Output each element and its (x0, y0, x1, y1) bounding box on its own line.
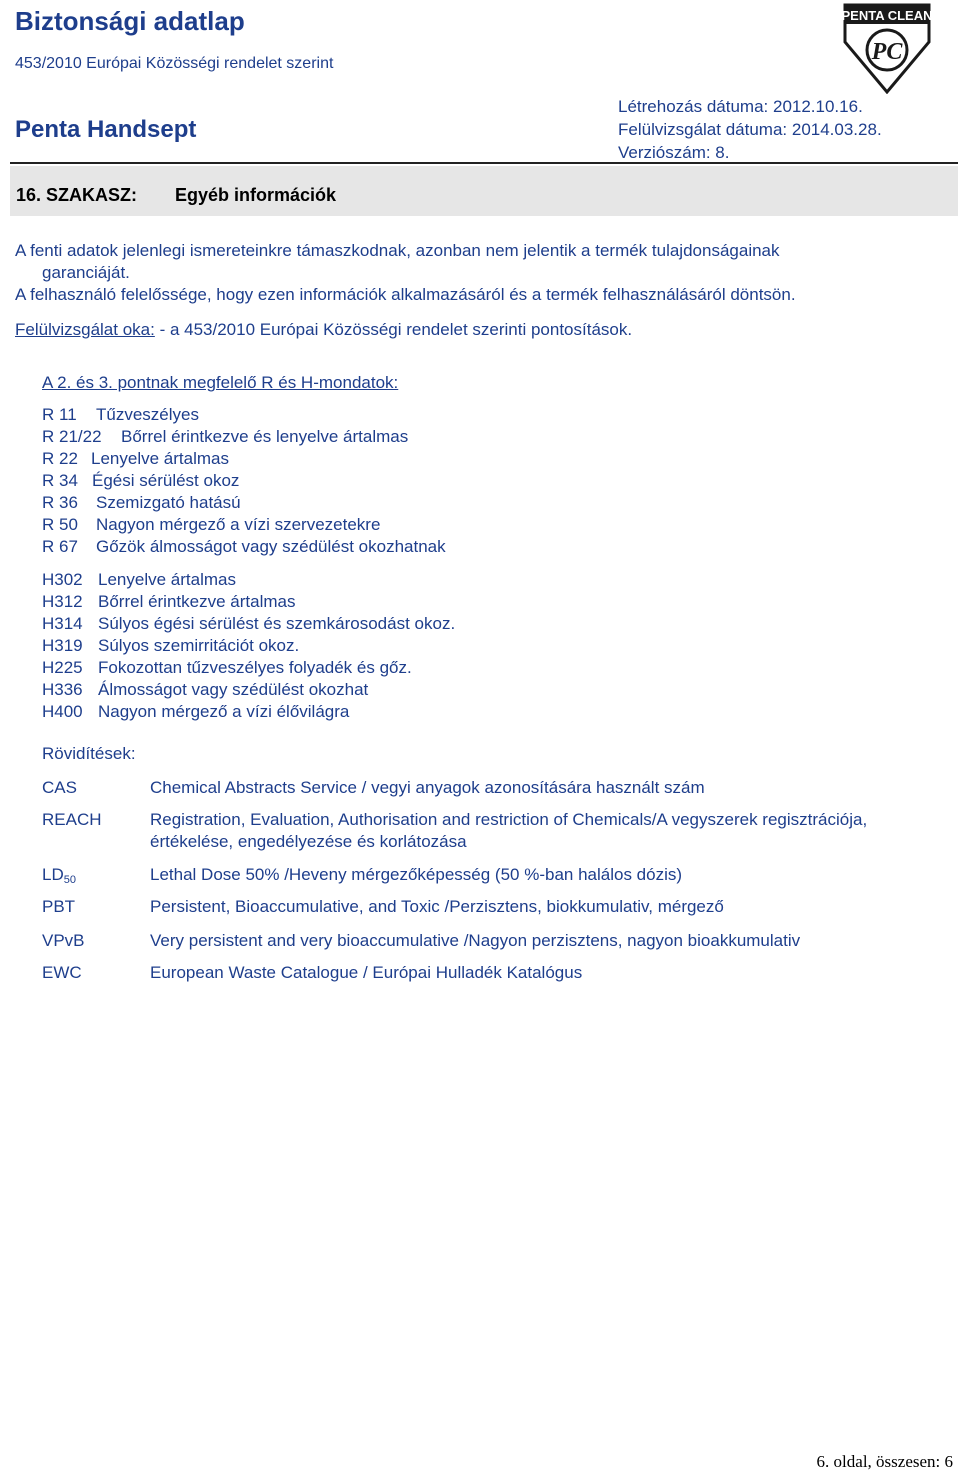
abbr-desc-cont: értékelése, engedélyezése és korlátozása (150, 832, 467, 851)
r-phrase-code: R 21/22 (42, 427, 102, 446)
r-phrase-code: R 22 (42, 449, 78, 468)
h-phrase-item (42, 570, 236, 590)
body-line-1: A fenti adatok jelenlegi ismereteinkre támaszkodnak, azonban nem jelentik a termék tulajdonságainak (15, 241, 780, 260)
created-date: Létrehozás dátuma: 2012.10.16. (618, 97, 863, 116)
r-phrase-code: R 50 (42, 515, 78, 534)
h-phrase-code: H302 (42, 570, 83, 589)
r-phrase-item (42, 427, 408, 447)
h-phrase-code: H319 (42, 636, 83, 655)
h-phrase-item (42, 680, 368, 700)
h-phrase-code: H400 (42, 702, 83, 721)
header-rule (10, 162, 958, 164)
h-phrase-item (42, 636, 299, 656)
h-phrase-item (42, 658, 412, 678)
r-phrase-code: R 11 (42, 405, 77, 424)
r-phrase-text: Gőzök álmosságot vagy szédülést okozhatnak (96, 537, 446, 556)
body-line-2: garanciáját. (42, 263, 130, 282)
section-heading-bar (10, 166, 958, 216)
r-phrase-text: Égési sérülést okoz (92, 471, 240, 490)
product-name: Penta Handsept (15, 116, 197, 143)
abbr-code-sub: 50 (63, 874, 76, 886)
revised-date: Felülvizsgálat dátuma: 2014.03.28. (618, 120, 882, 139)
r-phrase-item (42, 493, 241, 513)
section-number: 16. SZAKASZ: (16, 185, 138, 205)
page-number: 6. oldal, összesen: 6 (816, 1452, 953, 1471)
h-phrase-code: H336 (42, 680, 83, 699)
h-phrase-code: H314 (42, 614, 83, 633)
r-phrase-code: R 67 (42, 537, 78, 556)
r-phrase-text: Nagyon mérgező a vízi szervezetekre (96, 515, 381, 534)
r-phrase-text: Szemizgató hatású (96, 493, 241, 512)
r-phrase-text: Lenyelve ártalmas (91, 449, 229, 468)
r-phrase-text: Tűzveszélyes (96, 405, 199, 424)
h-phrase-code: H312 (42, 592, 83, 611)
review-text: - a 453/2010 Európai Közösségi rendelet szerinti pontosítások. (154, 320, 633, 339)
r-phrase-item (42, 449, 229, 469)
h-phrase-item (42, 702, 349, 722)
abbr-desc: Registration, Evaluation, Authorisation and restriction of Chemicals/A vegyszerek regisztrációja, (150, 810, 868, 829)
abbr-code: EWC (42, 963, 82, 982)
abbr-code: VPvB (42, 931, 85, 950)
r-phrase-item (42, 537, 446, 557)
r-phrase-item (42, 471, 239, 491)
section-title: Egyéb információk (175, 185, 337, 205)
h-phrase-text: Bőrrel érintkezve ártalmas (98, 592, 296, 611)
h-phrase-text: Fokozottan tűzveszélyes folyadék és gőz. (98, 658, 412, 677)
abbr-code: PBT (42, 897, 76, 916)
abbr-desc: European Waste Catalogue / Európai Hulladék Katalógus (150, 963, 583, 982)
abbr-desc: Lethal Dose 50% /Heveny mérgezőképesség (50 %-ban halálos dózis) (150, 865, 683, 884)
abbr-code: REACH (42, 810, 102, 829)
body-line-3: A felhasználó felelőssége, hogy ezen információk alkalmazásáról és a termék felhasználásáról döntsön. (15, 285, 796, 304)
r-phrase-item (42, 515, 380, 535)
abbr-code: CAS (42, 778, 77, 797)
version-number: Verziószám: 8. (618, 143, 730, 162)
regulation-subtitle: 453/2010 Európai Közösségi rendelet szerint (15, 55, 334, 72)
svg-text:PC: PC (871, 39, 903, 65)
review-reason (15, 320, 632, 340)
h-phrase-text: Súlyos égési sérülést és szemkárosodást okoz. (98, 614, 456, 633)
penta-clean-logo (842, 2, 932, 94)
h-phrase-code: H225 (42, 658, 83, 677)
phrases-heading: A 2. és 3. pontnak megfelelő R és H-mondatok: (42, 373, 399, 392)
h-phrase-text: Nagyon mérgező a vízi élővilágra (98, 702, 350, 721)
abbr-desc: Chemical Abstracts Service / vegyi anyagok azonosítására használt szám (150, 778, 705, 797)
h-phrase-text: Álmosságot vagy szédülést okozhat (98, 680, 369, 699)
abbreviations-heading: Rövidítések: (42, 744, 136, 763)
abbr-code-main: LD (42, 865, 64, 884)
r-phrase-code: R 34 (42, 471, 78, 490)
review-label: Felülvizsgálat oka: (15, 320, 155, 339)
abbr-desc: Persistent, Bioaccumulative, and Toxic /Perzisztens, biokkumulativ, mérgező (150, 897, 724, 916)
abbr-code (42, 865, 76, 886)
r-phrase-item (42, 405, 199, 425)
h-phrase-text: Lenyelve ártalmas (98, 570, 236, 589)
h-phrase-text: Súlyos szemirritációt okoz. (98, 636, 300, 655)
h-phrase-item (42, 614, 455, 634)
abbr-desc: Very persistent and very bioaccumulative /Nagyon perzisztens, nagyon bioakkumulativ (150, 931, 801, 950)
r-phrase-code: R 36 (42, 493, 78, 512)
h-phrase-item (42, 592, 295, 612)
svg-text:PENTA CLEAN: PENTA CLEAN (842, 8, 932, 23)
document-title: Biztonsági adatlap (15, 6, 245, 36)
r-phrase-text: Bőrrel érintkezve és lenyelve ártalmas (121, 427, 409, 446)
